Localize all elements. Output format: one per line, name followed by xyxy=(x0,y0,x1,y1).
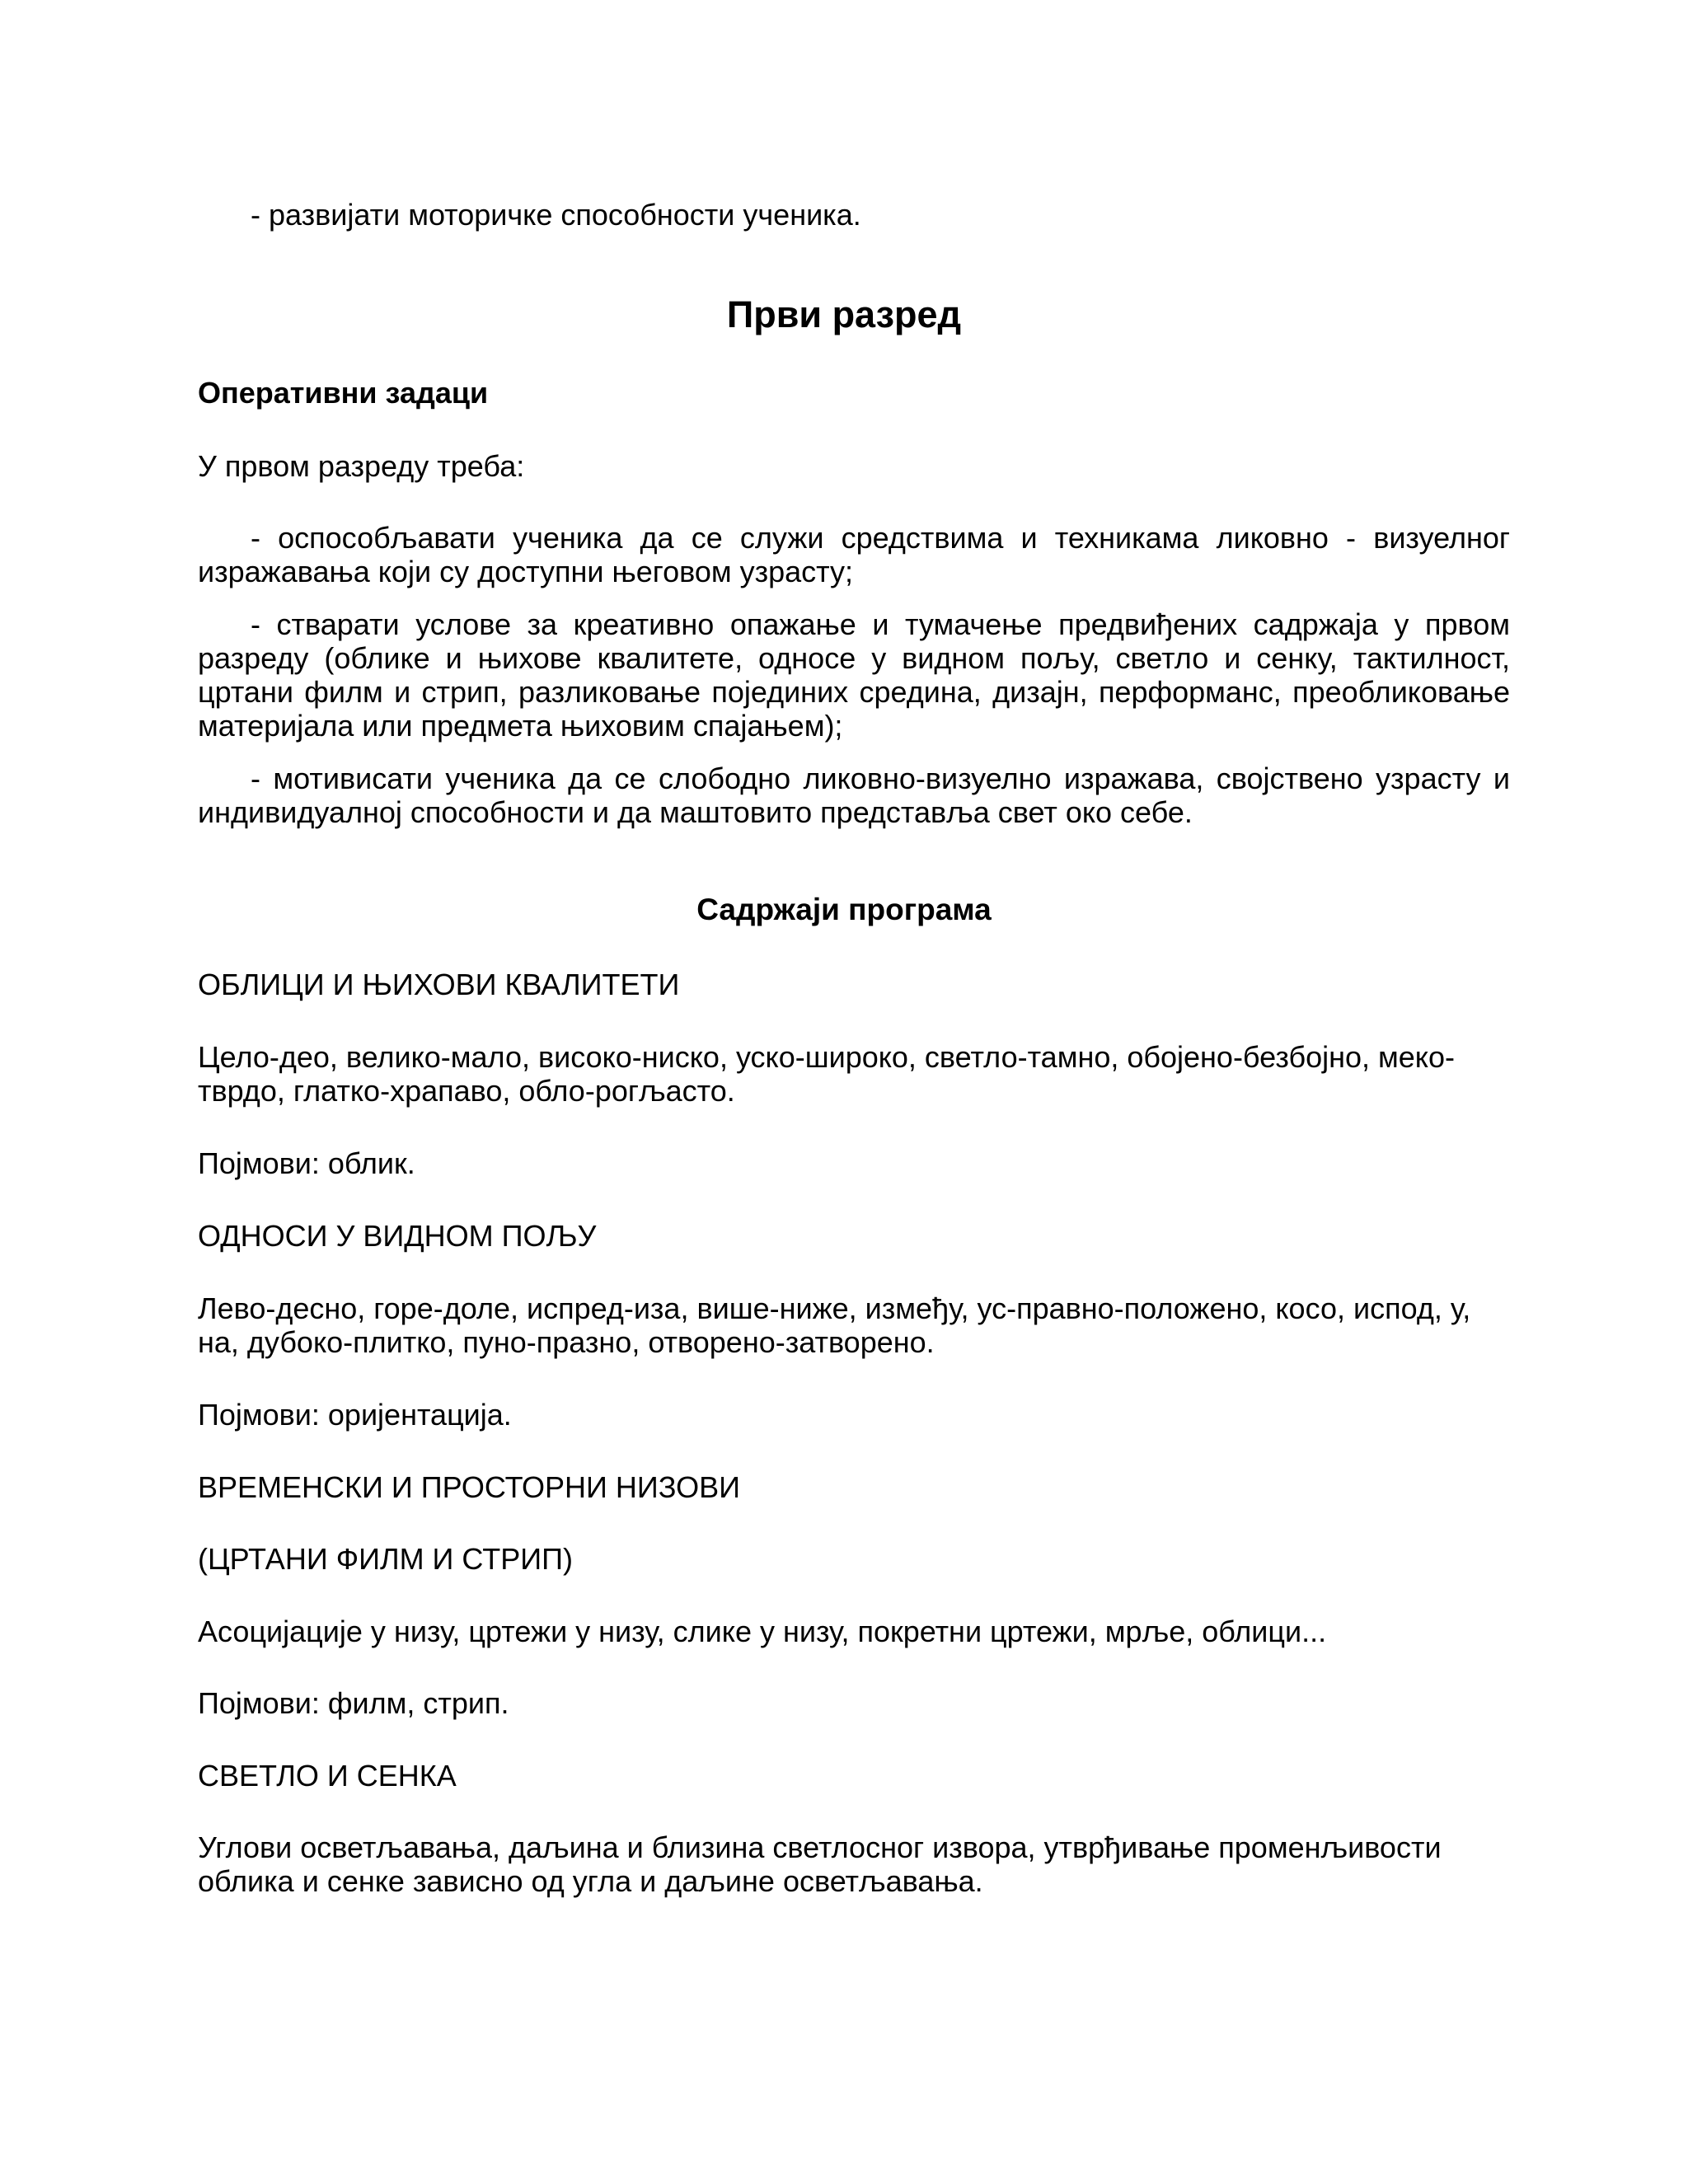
section-text-line: Углови осветљавања, даљина и близина светлосног извора, утврђивање променљивости xyxy=(198,1830,1442,1864)
section-text-line: тврдо, глатко-храпаво, обло-рогљасто. xyxy=(198,1074,735,1108)
section-heading-sequences: ВРЕМЕНСКИ И ПРОСТОРНИ НИЗОВИ xyxy=(198,1470,741,1504)
task-line: индивидуалној способности и да маштовито представља свет око себе. xyxy=(198,795,1193,829)
task-paragraph xyxy=(198,521,1510,588)
section-text-line: облика и сенке зависно од угла и даљине осветљавања. xyxy=(198,1864,983,1898)
task-line: разреду (облике и њихове квалитете, односе у видном пољу, светло и сенку, тактилност, xyxy=(198,641,1510,675)
section-heading-forms: ОБЛИЦИ И ЊИХОВИ КВАЛИТЕТИ xyxy=(198,968,680,1001)
page-title: Први разред xyxy=(726,293,962,335)
program-heading: Садржаји програма xyxy=(696,893,992,926)
terms-forms: Појмови: облик. xyxy=(198,1146,415,1180)
task-line: материјала или предмета њиховим спајањем); xyxy=(198,709,843,743)
section-text-line: Асоцијације у низу, цртежи у низу, слике у низу, покретни цртежи, мрље, облици... xyxy=(198,1615,1327,1648)
intro-bullet: - развијати моторичке способности ученика. xyxy=(251,198,861,232)
section-text-line: на, дубоко-плитко, пуно-празно, отворено-затворено. xyxy=(198,1325,935,1359)
section-text-line: Цело-део, велико-мало, високо-ниско, уско-широко, светло-тамно, обојено-безбојно, меко- xyxy=(198,1040,1455,1074)
task-line: - стварати услове за креативно опажање и тумачење предвиђених садржаја у првом xyxy=(251,607,1510,641)
section-heading-relations: ОДНОСИ У ВИДНОМ ПОЉУ xyxy=(198,1219,597,1253)
task-paragraph xyxy=(198,762,1510,829)
operative-heading: Оперативни задаци xyxy=(198,376,489,410)
section-heading-light: СВЕТЛО И СЕНКА xyxy=(198,1759,457,1793)
section-text-line: Лево-десно, горе-доле, испред-иза, више-ниже, између, ус-правно-положено, косо, испод, у, xyxy=(198,1291,1471,1325)
task-line: изражавања који су доступни његовом узрасту; xyxy=(198,555,854,588)
task-line: - мотивисати ученика да се слободно ликовно-визуелно изражава, својствено узрасту и xyxy=(251,762,1510,795)
terms-relations: Појмови: оријентација. xyxy=(198,1398,512,1432)
task-line: цртани филм и стрип, разликовање појединих средина, дизајн, перформанс, преобликовање xyxy=(198,675,1510,709)
section-subheading-sequences: (ЦРТАНИ ФИЛМ И СТРИП) xyxy=(198,1542,573,1576)
task-paragraph xyxy=(198,607,1510,743)
intro-text: У првом разреду треба: xyxy=(198,449,525,483)
terms-sequences: Појмови: филм, стрип. xyxy=(198,1686,509,1720)
task-line: - оспособљавати ученика да се служи средствима и техникама ликовно - визуелног xyxy=(251,521,1510,555)
